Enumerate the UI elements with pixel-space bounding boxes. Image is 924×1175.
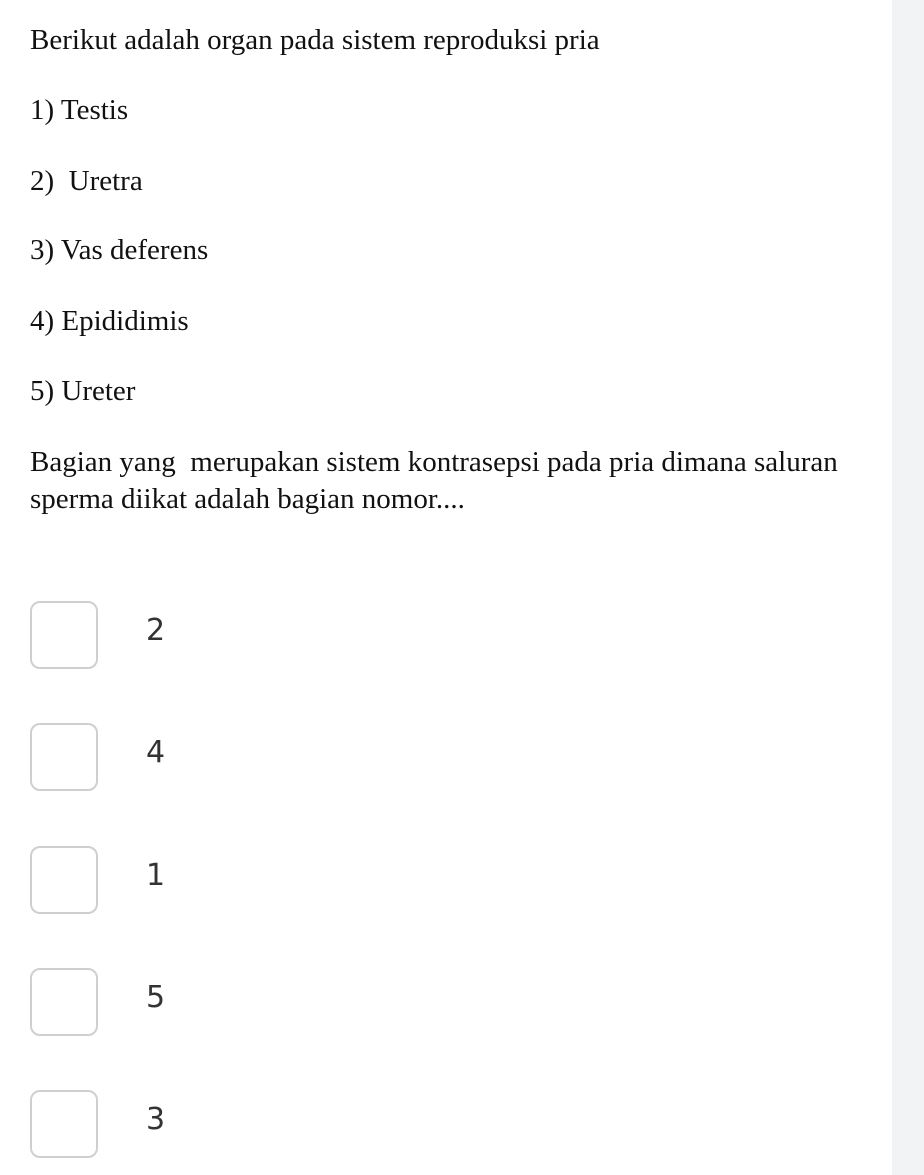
answer-option[interactable] <box>30 968 870 1042</box>
option-label: 1 <box>146 858 166 893</box>
organ-item-4: 4) Epididimis <box>30 305 189 337</box>
organ-item-2: 2) Uretra <box>30 165 143 197</box>
checkbox[interactable] <box>30 723 98 791</box>
answer-option[interactable] <box>30 601 870 675</box>
question-intro: Berikut adalah organ pada sistem reproduksi pria <box>30 24 600 56</box>
option-label: 3 <box>146 1102 166 1137</box>
checkbox[interactable] <box>30 968 98 1036</box>
option-label: 2 <box>146 613 166 648</box>
option-label: 4 <box>146 735 166 770</box>
checkbox[interactable] <box>30 601 98 669</box>
question-prompt: Bagian yang merupakan sistem kontrasepsi pada pria dimana saluran sperma diikat adalah bagian nomor.... <box>30 446 845 515</box>
option-label: 5 <box>146 980 166 1015</box>
right-gutter <box>892 0 924 1175</box>
organ-item-1: 1) Testis <box>30 94 129 126</box>
answer-option[interactable] <box>30 846 870 920</box>
checkbox[interactable] <box>30 846 98 914</box>
answer-option[interactable] <box>30 1090 870 1164</box>
organ-item-5: 5) Ureter <box>30 375 136 407</box>
organ-item-3: 3) Vas deferens <box>30 234 209 266</box>
answer-option[interactable] <box>30 723 870 797</box>
checkbox[interactable] <box>30 1090 98 1158</box>
